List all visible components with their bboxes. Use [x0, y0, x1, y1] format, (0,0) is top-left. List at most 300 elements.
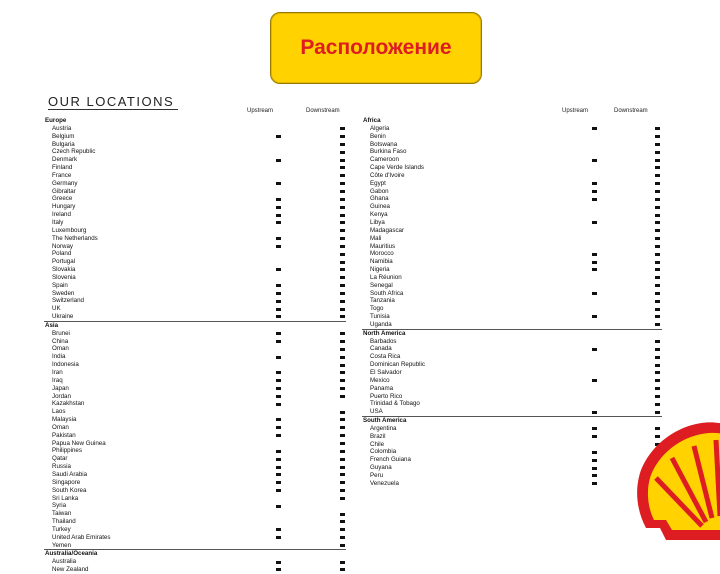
country-row [362, 188, 662, 196]
region-row [362, 117, 662, 125]
country-row [44, 330, 346, 338]
country-row [362, 297, 662, 305]
upstream-marker [276, 489, 281, 492]
upstream-marker [592, 379, 597, 382]
country-name: Morocco [370, 250, 394, 258]
country-name: Burkina Faso [370, 148, 407, 156]
downstream-marker [340, 284, 345, 287]
downstream-marker [340, 182, 345, 185]
shell-pecten-logo [632, 418, 720, 540]
country-name: India [52, 353, 66, 361]
country-name: Russia [52, 463, 71, 471]
upstream-marker [276, 568, 281, 571]
country-name: Taiwan [52, 510, 72, 518]
country-name: Slovenia [52, 273, 76, 281]
downstream-marker [655, 308, 660, 311]
country-name: Germany [52, 179, 78, 187]
country-name: South Africa [370, 289, 404, 297]
downstream-marker [340, 127, 345, 130]
upstream-marker [592, 198, 597, 201]
downstream-marker [655, 206, 660, 209]
column-header [44, 108, 346, 117]
downstream-marker [655, 387, 660, 390]
country-row [44, 125, 346, 133]
country-row [44, 148, 346, 156]
upstream-marker [276, 214, 281, 217]
downstream-marker [340, 458, 345, 461]
downstream-marker [655, 253, 660, 256]
country-name: Puerto Rico [370, 392, 403, 400]
downstream-marker [340, 513, 345, 516]
upstream-marker [276, 450, 281, 453]
country-name: Cameroon [370, 156, 399, 164]
downstream-marker [340, 308, 345, 311]
region-row [44, 117, 346, 125]
downstream-marker [655, 276, 660, 279]
country-row [44, 361, 346, 369]
country-row [362, 258, 662, 266]
country-name: Egypt [370, 179, 386, 187]
country-row [362, 156, 662, 164]
country-row [362, 441, 662, 449]
upstream-marker [276, 561, 281, 564]
country-name: Poland [52, 250, 72, 258]
upstream-marker [592, 348, 597, 351]
downstream-marker [340, 568, 345, 571]
downstream-marker [340, 276, 345, 279]
country-name: Tanzania [370, 297, 395, 305]
downstream-marker [340, 332, 345, 335]
country-row [44, 408, 346, 416]
downstream-marker [340, 561, 345, 564]
upstream-marker [276, 300, 281, 303]
country-row [362, 425, 662, 433]
country-row [362, 433, 662, 441]
region-name: Africa [363, 117, 381, 124]
country-name: Switzerland [52, 297, 84, 305]
upstream-marker [592, 315, 597, 318]
upstream-marker [276, 198, 281, 201]
downstream-marker [340, 206, 345, 209]
country-row [362, 393, 662, 401]
upstream-marker [592, 159, 597, 162]
country-name: Cape Verde Islands [370, 164, 425, 172]
upstream-marker [276, 403, 281, 406]
downstream-marker [340, 395, 345, 398]
country-name: Iran [52, 369, 63, 376]
country-name: Argentina [370, 424, 397, 432]
country-row [44, 534, 346, 542]
downstream-marker [340, 159, 345, 162]
downstream-marker [340, 442, 345, 445]
country-name: Sri Lanka [52, 494, 79, 502]
country-row [44, 424, 346, 432]
downstream-marker [655, 284, 660, 287]
country-row [362, 203, 662, 211]
country-name: Denmark [52, 156, 78, 164]
downstream-marker [340, 143, 345, 146]
country-name: UK [52, 305, 61, 313]
country-row [362, 172, 662, 180]
downstream-marker [655, 166, 660, 169]
country-name: Mauritius [370, 242, 396, 250]
country-name: Japan [52, 384, 69, 392]
downstream-marker [655, 268, 660, 271]
country-name: Botswana [370, 140, 398, 148]
country-name: Sweden [52, 289, 75, 297]
country-row [44, 133, 346, 141]
country-row [44, 416, 346, 424]
country-row [44, 479, 346, 487]
country-row [44, 195, 346, 203]
country-row [44, 235, 346, 243]
country-row [362, 266, 662, 274]
country-name: New Zealand [52, 566, 89, 574]
country-row [362, 274, 662, 282]
downstream-marker [340, 520, 345, 523]
country-name: Gibraltar [52, 187, 76, 195]
downstream-marker [340, 221, 345, 224]
upstream-marker [592, 411, 597, 414]
downstream-marker [340, 253, 345, 256]
country-row [44, 385, 346, 393]
downstream-marker [340, 536, 345, 539]
country-row [44, 566, 346, 574]
country-name: Bulgaria [52, 140, 75, 148]
downstream-marker [655, 340, 660, 343]
country-row [44, 172, 346, 180]
upstream-header: Upstream [247, 108, 274, 114]
downstream-marker [655, 229, 660, 232]
downstream-marker [340, 379, 345, 382]
country-row [44, 463, 346, 471]
country-row [44, 164, 346, 172]
downstream-marker [340, 268, 345, 271]
country-row [362, 385, 662, 393]
country-name: United Arab Emirates [52, 533, 111, 541]
downstream-marker [655, 356, 660, 359]
country-row [362, 235, 662, 243]
country-row [44, 440, 346, 448]
country-row [44, 243, 346, 251]
downstream-marker [340, 166, 345, 169]
downstream-marker [340, 315, 345, 318]
country-name: Guyana [370, 464, 392, 472]
country-row [44, 211, 346, 219]
upstream-marker [592, 182, 597, 185]
downstream-marker [340, 434, 345, 437]
upstream-marker [276, 221, 281, 224]
downstream-marker [655, 151, 660, 154]
downstream-marker [655, 379, 660, 382]
country-name: Barbados [370, 337, 397, 345]
country-row [44, 400, 346, 408]
downstream-marker [655, 292, 660, 295]
country-name: Libya [370, 218, 385, 226]
downstream-marker [340, 426, 345, 429]
country-row [44, 369, 346, 377]
country-name: Papua New Guinea [52, 439, 106, 447]
downstream-marker [655, 245, 660, 248]
upstream-marker [276, 356, 281, 359]
country-name: Malaysia [52, 416, 77, 424]
downstream-marker [340, 481, 345, 484]
country-row [362, 180, 662, 188]
upstream-marker [276, 458, 281, 461]
locations-list-left [44, 117, 346, 574]
downstream-marker [340, 348, 345, 351]
country-row [362, 195, 662, 203]
country-name: Belgium [52, 132, 75, 140]
upstream-marker [276, 505, 281, 508]
upstream-marker [276, 387, 281, 390]
downstream-marker [655, 214, 660, 217]
country-row [362, 369, 662, 377]
country-name: Saudi Arabia [52, 470, 88, 478]
country-name: Portugal [52, 258, 76, 266]
country-row [44, 353, 346, 361]
country-name: Czech Republic [52, 148, 96, 156]
downstream-marker [655, 182, 660, 185]
country-row [362, 227, 662, 235]
country-row [362, 148, 662, 156]
downstream-marker [340, 489, 345, 492]
downstream-marker [655, 300, 660, 303]
country-name: Namibia [370, 258, 393, 266]
downstream-marker [655, 403, 660, 406]
country-name: Togo [370, 305, 384, 313]
downstream-marker [655, 261, 660, 264]
country-row [362, 345, 662, 353]
country-name: Mexico [370, 376, 390, 384]
upstream-marker [276, 332, 281, 335]
country-name: Algeria [370, 124, 390, 132]
country-name: Yemen [52, 541, 72, 549]
country-row [362, 243, 662, 251]
upstream-marker [276, 268, 281, 271]
downstream-marker [655, 371, 660, 374]
country-name: Qatar [52, 455, 68, 463]
region-row [44, 549, 346, 558]
country-row [44, 393, 346, 401]
country-name: Singapore [52, 478, 81, 486]
upstream-marker [276, 245, 281, 248]
region-name: Europe [45, 117, 67, 124]
country-name: Slovakia [52, 266, 76, 274]
downstream-marker [340, 450, 345, 453]
region-row [362, 416, 662, 425]
country-name: Ukraine [52, 313, 74, 321]
downstream-marker [340, 411, 345, 414]
country-name: Trinidad & Tobago [370, 400, 420, 408]
region-row [362, 329, 662, 338]
upstream-marker [276, 340, 281, 343]
country-name: Oman [52, 423, 69, 431]
downstream-marker [655, 127, 660, 130]
upstream-marker [592, 292, 597, 295]
country-row [362, 290, 662, 298]
upstream-marker [276, 426, 281, 429]
country-name: China [52, 337, 69, 345]
country-name: Indonesia [52, 361, 79, 369]
country-row [44, 558, 346, 566]
downstream-marker [340, 473, 345, 476]
downstream-marker [655, 237, 660, 240]
slide-title: Расположение [300, 36, 452, 59]
country-name: Syria [52, 502, 67, 510]
country-row [44, 305, 346, 313]
country-row [362, 408, 662, 416]
country-name: Côte d'Ivoire [370, 171, 405, 179]
country-name: Turkey [52, 525, 71, 533]
country-name: Dominican Republic [370, 361, 426, 369]
country-row [44, 455, 346, 463]
country-row [362, 164, 662, 172]
country-row [44, 313, 346, 321]
country-row [44, 495, 346, 503]
country-row [44, 377, 346, 385]
upstream-marker [276, 159, 281, 162]
country-row [44, 518, 346, 526]
country-name: Brazil [370, 432, 386, 440]
downstream-marker [340, 300, 345, 303]
downstream-marker [655, 323, 660, 326]
country-name: Ghana [370, 195, 389, 203]
downstream-marker [340, 497, 345, 500]
country-name: USA [370, 408, 383, 416]
country-name: Kenya [370, 211, 388, 219]
downstream-marker [655, 315, 660, 318]
downstream-marker [655, 135, 660, 138]
downstream-marker [340, 544, 345, 547]
country-name: Costa Rica [370, 353, 401, 361]
downstream-marker [340, 174, 345, 177]
country-row [44, 219, 346, 227]
upstream-marker [276, 466, 281, 469]
upstream-marker [592, 190, 597, 193]
upstream-header: Upstream [562, 108, 589, 114]
country-name: Jordan [52, 392, 71, 400]
region-name: Asia [45, 321, 59, 329]
country-name: Gabon [370, 187, 389, 195]
downstream-marker [340, 364, 345, 367]
region-name: South America [363, 417, 407, 425]
downstream-marker [340, 214, 345, 217]
country-row [44, 141, 346, 149]
country-row [362, 250, 662, 258]
downstream-marker [655, 143, 660, 146]
upstream-marker [592, 467, 597, 470]
country-name: Norway [52, 242, 73, 250]
upstream-marker [276, 308, 281, 311]
country-row [44, 203, 346, 211]
country-row [44, 345, 346, 353]
country-row [362, 472, 662, 480]
downstream-marker [340, 340, 345, 343]
downstream-header: Downstream [614, 108, 648, 114]
country-row [362, 125, 662, 133]
upstream-marker [592, 482, 597, 485]
locations-column-left [44, 108, 346, 574]
upstream-marker [276, 206, 281, 209]
downstream-marker [340, 261, 345, 264]
country-name: Oman [52, 345, 69, 353]
country-row [44, 180, 346, 188]
downstream-marker [340, 229, 345, 232]
country-row [44, 338, 346, 346]
upstream-marker [592, 253, 597, 256]
country-row [362, 305, 662, 313]
country-name: Iraq [52, 376, 63, 384]
country-row [362, 480, 662, 488]
country-name: Peru [370, 471, 384, 479]
upstream-marker [592, 459, 597, 462]
country-name: South Korea [52, 486, 87, 494]
upstream-marker [276, 292, 281, 295]
downstream-marker [340, 245, 345, 248]
country-row [44, 188, 346, 196]
country-name: Tunisia [370, 313, 390, 321]
country-row [44, 282, 346, 290]
country-name: Brunei [52, 329, 70, 337]
locations-column-right [362, 108, 662, 488]
country-row [44, 447, 346, 455]
country-row [362, 377, 662, 385]
country-row [44, 526, 346, 534]
country-name: Thailand [52, 518, 76, 526]
upstream-marker [276, 434, 281, 437]
upstream-marker [276, 528, 281, 531]
country-name: Pakistan [52, 431, 76, 439]
country-row [362, 400, 662, 408]
country-name: Senegal [370, 281, 393, 289]
upstream-marker [276, 481, 281, 484]
upstream-marker [592, 268, 597, 271]
country-name: The Netherlands [52, 234, 98, 242]
downstream-marker [655, 159, 660, 162]
upstream-marker [276, 135, 281, 138]
downstream-marker [340, 135, 345, 138]
downstream-marker [655, 198, 660, 201]
downstream-marker [655, 221, 660, 224]
country-name: Laos [52, 408, 66, 416]
country-row [362, 313, 662, 321]
upstream-marker [276, 536, 281, 539]
country-name: Australia [52, 558, 77, 566]
country-row [44, 290, 346, 298]
country-name: Hungary [52, 203, 76, 211]
downstream-marker [340, 356, 345, 359]
country-row [362, 141, 662, 149]
country-name: Colombia [370, 448, 397, 456]
upstream-marker [276, 418, 281, 421]
slide-title-box [270, 12, 482, 84]
country-row [362, 321, 662, 329]
downstream-marker [340, 190, 345, 193]
downstream-marker [655, 348, 660, 351]
country-name: El Salvador [370, 369, 402, 376]
country-row [362, 338, 662, 346]
country-name: Philippines [52, 447, 82, 455]
country-row [44, 510, 346, 518]
downstream-marker [340, 466, 345, 469]
upstream-marker [276, 379, 281, 382]
country-row [362, 133, 662, 141]
upstream-marker [592, 474, 597, 477]
country-name: Ireland [52, 211, 71, 219]
country-row [44, 266, 346, 274]
region-row [44, 321, 346, 330]
